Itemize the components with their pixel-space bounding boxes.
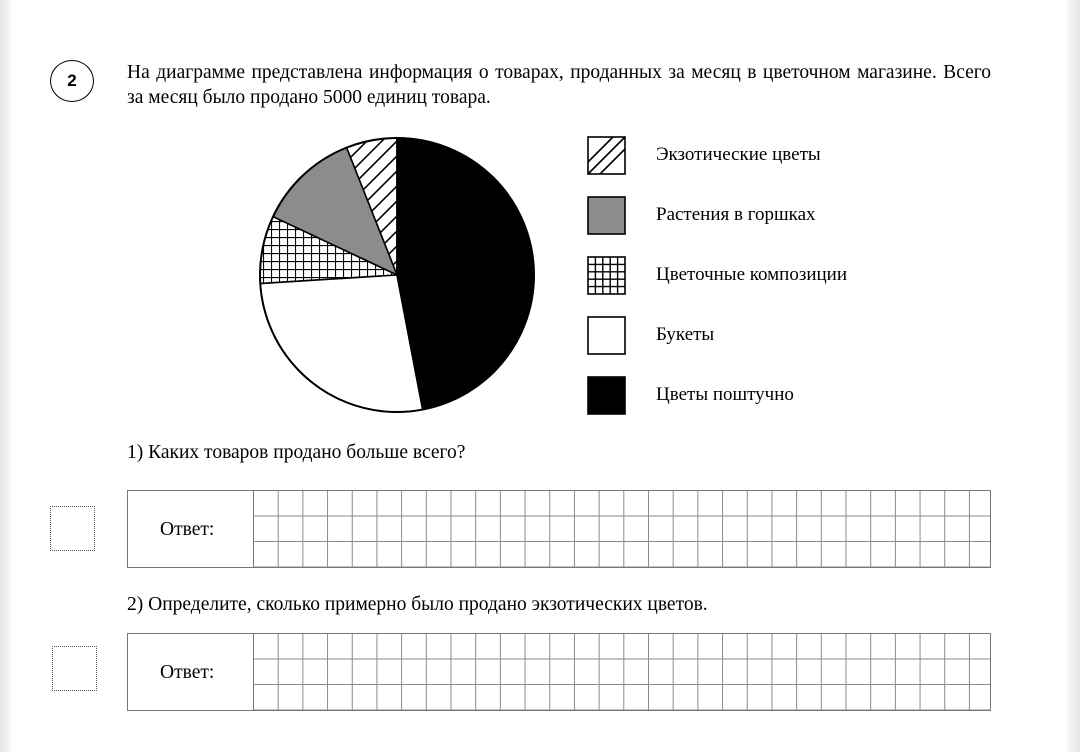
page-edge-right	[1066, 0, 1080, 752]
pie-slice-4	[260, 275, 422, 412]
legend-swatch-grid	[587, 256, 627, 296]
score-box-1	[50, 506, 95, 551]
question-number: 2	[67, 71, 77, 90]
pie-chart	[255, 133, 539, 417]
legend-label: Экзотические цветы	[656, 144, 821, 165]
legend-label: Цветы поштучно	[656, 384, 794, 405]
subquestion-1: 1) Каких товаров продано больше всего?	[127, 442, 466, 463]
answer-label: Ответ:	[160, 519, 215, 540]
legend-label: Растения в горшках	[656, 204, 816, 225]
answer-box-1	[127, 490, 991, 568]
legend-swatch-black	[587, 376, 627, 416]
answer-grid-2[interactable]	[253, 634, 990, 710]
answer-box-2	[127, 633, 991, 711]
legend-label: Цветочные композиции	[656, 264, 848, 285]
subquestion-2: 2) Определите, сколько примерно было продано экзотических цветов.	[127, 594, 708, 615]
question-number-circle	[50, 60, 94, 102]
legend-swatch-white	[587, 316, 627, 356]
question-intro: На диаграмме представлена информация о товарах, проданных за месяц в цветочном магазине. Всего за месяц было продано 5000 единиц товара.	[127, 62, 991, 108]
score-box-2	[52, 646, 97, 691]
answer-grid-1[interactable]	[253, 491, 990, 567]
pie-slice-5	[397, 138, 534, 410]
legend-label: Букеты	[656, 324, 715, 345]
page-edge-left	[0, 0, 12, 752]
legend-swatch-diagonal-hatch	[587, 136, 627, 176]
answer-label: Ответ:	[160, 662, 215, 683]
legend-swatch-gray	[587, 196, 627, 236]
